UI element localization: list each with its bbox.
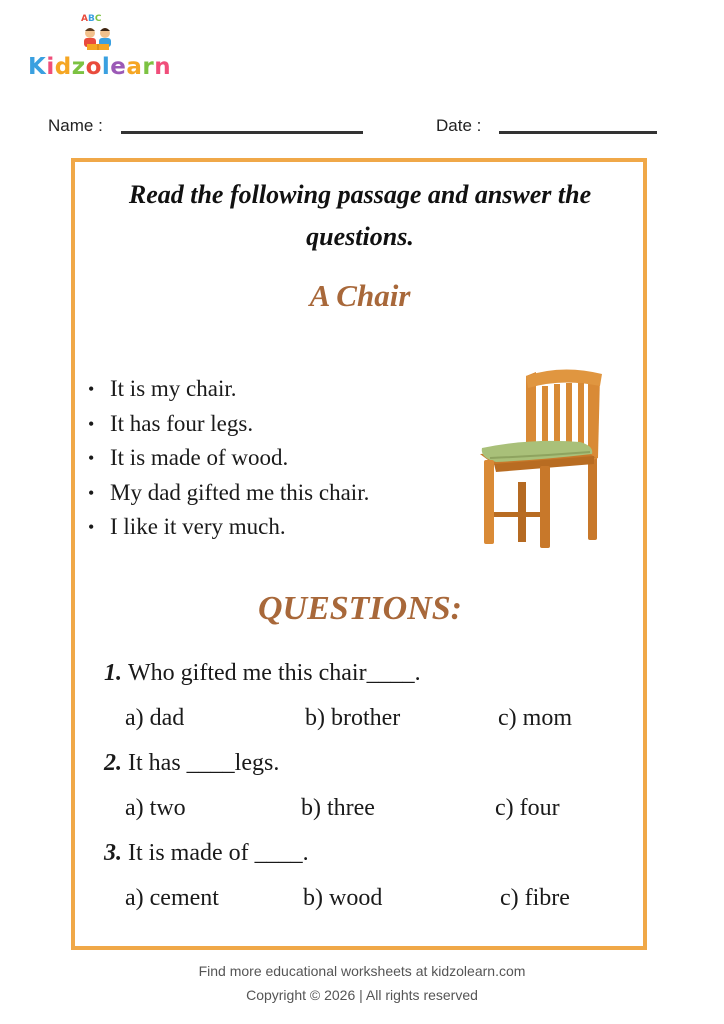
logo-letter: d (54, 54, 72, 80)
list-item: • I like it very much. (88, 514, 286, 539)
logo-letter: r (142, 54, 155, 80)
questions-heading: QUESTIONS: (257, 590, 463, 627)
list-item: • It is my chair. (88, 376, 237, 401)
question-3: 3. It is made of ____. (104, 840, 309, 866)
list-item: • It has four legs. (88, 410, 254, 436)
date-label: Date : (436, 116, 482, 135)
question-2-option-b: b) three (301, 795, 375, 821)
footer-link-text: Find more educational worksheets at kidzolearn.com (198, 963, 526, 979)
question-1-option-c: c) mom (498, 705, 572, 731)
logo-letter: a (126, 54, 143, 80)
question-3-option-c: c) fibre (500, 885, 570, 911)
name-line (121, 131, 363, 134)
list-item: • It is made of wood. (88, 445, 289, 470)
brand-logo (28, 14, 172, 84)
question-2-option-c: c) four (495, 795, 560, 821)
chair-illustration-icon (470, 362, 620, 550)
instructions: Read the following passage and answer the questions. (128, 180, 592, 251)
logo-text (28, 54, 171, 80)
question-3-option-a: a) cement (125, 885, 219, 911)
name-label: Name : (48, 116, 103, 135)
logo-letter: e (110, 54, 127, 80)
question-1: 1. Who gifted me this chair____. (104, 660, 421, 686)
passage-list (88, 372, 369, 545)
logo-abc-text: ABC (81, 14, 102, 24)
question-1-option-b: b) brother (305, 705, 401, 731)
kids-reading-icon (78, 26, 118, 52)
logo-letter: o (85, 54, 102, 80)
logo-letter: K (28, 54, 47, 80)
logo-letter: i (46, 54, 55, 80)
question-3-option-b: b) wood (303, 885, 383, 911)
copyright-text: Copyright © 2026 | All rights reserved (246, 987, 478, 1003)
list-item: • My dad gifted me this chair. (88, 479, 370, 505)
logo-letter: z (71, 54, 86, 80)
worksheet-frame (71, 158, 647, 950)
question-1-option-a: a) dad (125, 705, 185, 731)
question-2: 2. It has ____legs. (104, 750, 280, 776)
question-2-option-a: a) two (125, 795, 186, 821)
date-line (499, 131, 657, 134)
passage-title: A Chair (309, 278, 411, 313)
logo-letter: l (101, 54, 111, 80)
logo-letter: n (154, 54, 172, 80)
